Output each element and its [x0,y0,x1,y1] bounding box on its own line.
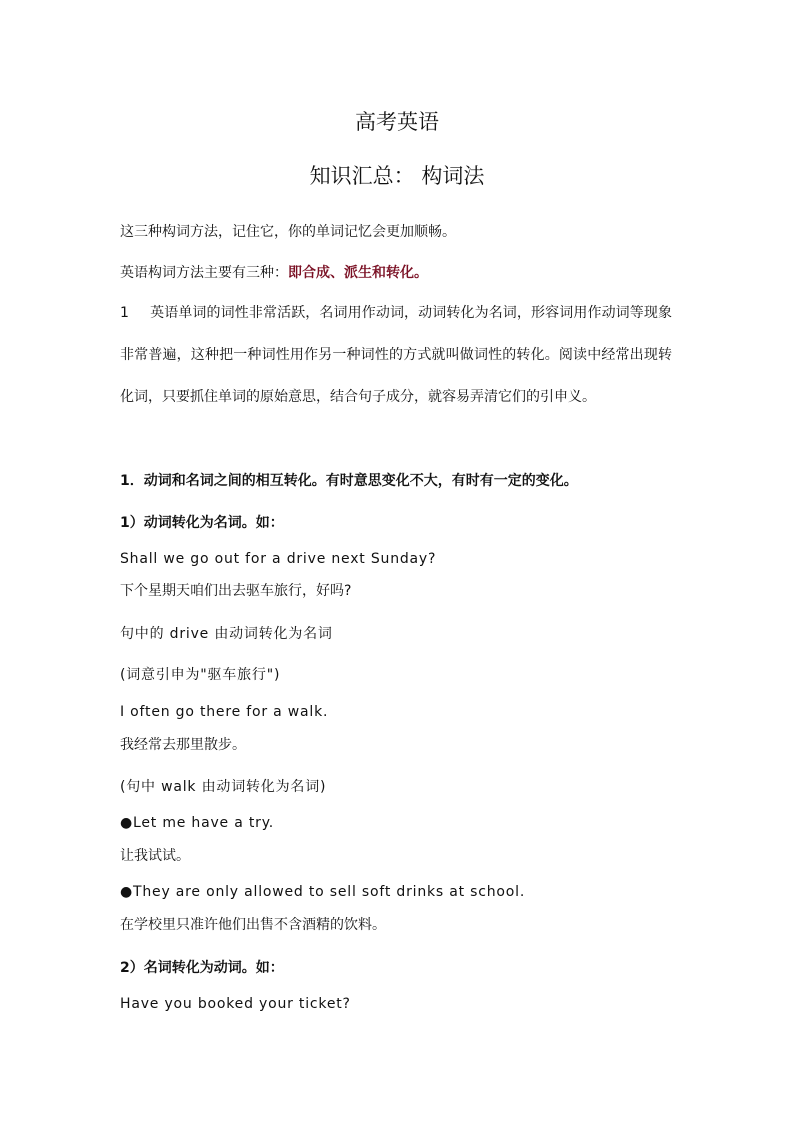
example2-note: (句中 walk 由动词转化为名词) [120,779,327,795]
example1-note: 句中的 drive 由动词转化为名词 [120,626,333,642]
example5-english: Have you booked your ticket? [120,996,351,1012]
methods-line [120,262,428,282]
document-title: 高考英语 [355,110,439,134]
example4-chinese: 在学校里只准许他们出售不含酒精的饮料。 [120,917,386,933]
example2-chinese: 我经常去那里散步。 [120,737,246,753]
intro-text: 这三种构词方法，记住它，你的单词记忆会更加顺畅。 [120,224,456,240]
subsection2-heading: 2）名词转化为动词。如： [120,960,284,976]
methods-highlight: 即合成、派生和转化。 [288,265,428,281]
example2-english: I often go there for a walk. [120,704,329,720]
example1-note2: (词意引申为"驱车旅行") [120,667,281,683]
example3-chinese: 让我试试。 [120,848,190,864]
paragraph-text: 英语单词的词性非常活跃，名词用作动词，动词转化为名词，形容词用作动词等现象非常普遍，这种把一种词性用作另一种词性的方式就叫做词性的转化。阅读中经常出现转化词，只要抓住单词的原始意思，结合句子成分，就容易弄清它们的引申义。 [120,305,672,405]
section1-heading: 1．动词和名词之间的相互转化。有时意思变化不大，有时有一定的变化。 [120,473,578,489]
intro-paragraph [120,292,672,418]
example3-english: ●Let me have a try. [120,815,275,831]
paragraph-number: 1 [120,305,129,321]
subsection1-heading: 1）动词转化为名词。如： [120,515,284,531]
methods-prefix: 英语构词方法主要有三种： [120,265,288,281]
example1-chinese: 下个星期天咱们出去驱车旅行，好吗? [120,583,352,599]
example4-english: ●They are only allowed to sell soft drinks at school. [120,884,526,900]
example1-english: Shall we go out for a drive next Sunday? [120,551,437,567]
document-subtitle: 知识汇总： 构词法 [309,164,485,188]
